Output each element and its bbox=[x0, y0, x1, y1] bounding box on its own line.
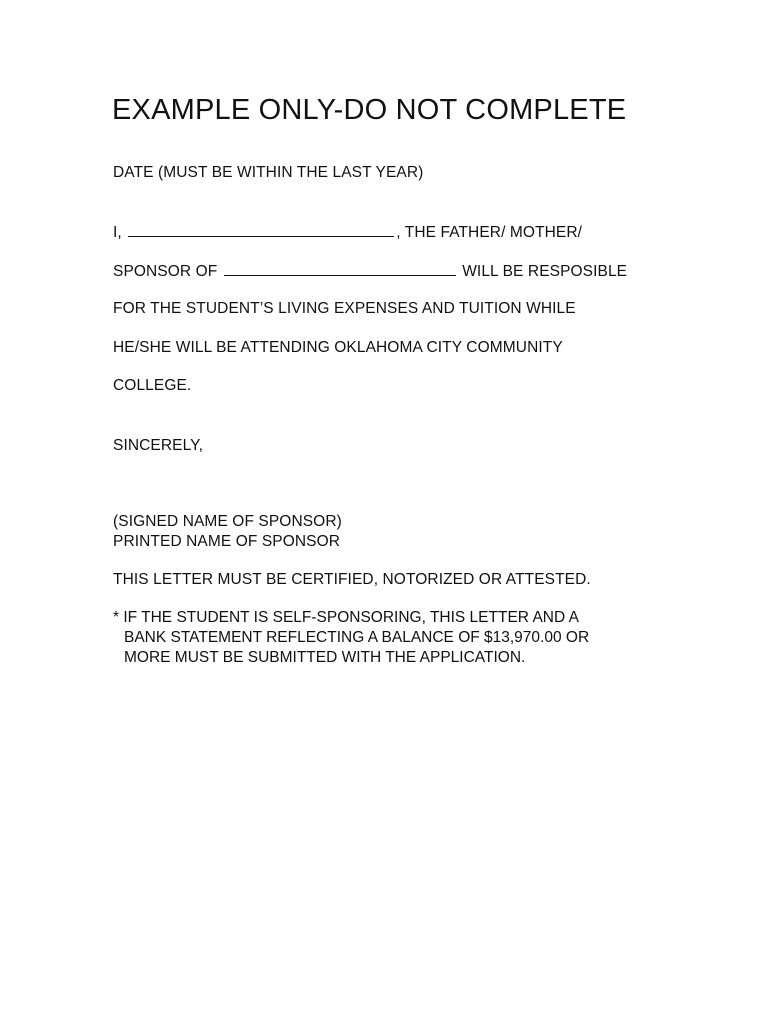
sponsor-name-blank bbox=[128, 223, 394, 237]
line1-prefix: I, bbox=[113, 224, 122, 241]
signed-name-label: (SIGNED NAME OF SPONSOR) bbox=[113, 513, 342, 530]
date-line: DATE (MUST BE WITHIN THE LAST YEAR) bbox=[113, 164, 424, 181]
footnote-line-1: * IF THE STUDENT IS SELF-SPONSORING, THIS LETTER AND A bbox=[113, 609, 579, 626]
certify-note: THIS LETTER MUST BE CERTIFIED, NOTORIZED OR ATTESTED. bbox=[113, 571, 591, 588]
footnote-line-3: MORE MUST BE SUBMITTED WITH THE APPLICATION. bbox=[124, 649, 526, 666]
closing: SINCERELY, bbox=[113, 437, 204, 454]
body-line-4: HE/SHE WILL BE ATTENDING OKLAHOMA CITY COMMUNITY bbox=[113, 339, 563, 356]
body-line-5: COLLEGE. bbox=[113, 377, 192, 394]
student-name-line bbox=[113, 262, 627, 281]
body-line-3: FOR THE STUDENT’S LIVING EXPENSES AND TUITION WHILE bbox=[113, 300, 576, 317]
footnote-line-2: BANK STATEMENT REFLECTING A BALANCE OF $13,970.00 OR bbox=[124, 629, 590, 646]
line2-prefix: SPONSOR OF bbox=[113, 263, 218, 280]
sponsor-name-line bbox=[113, 223, 582, 242]
line1-suffix: , THE FATHER/ MOTHER/ bbox=[396, 224, 583, 241]
student-name-blank bbox=[224, 262, 456, 276]
document-title: EXAMPLE ONLY-DO NOT COMPLETE bbox=[112, 94, 627, 126]
printed-name-label: PRINTED NAME OF SPONSOR bbox=[113, 533, 341, 550]
line2-suffix: WILL BE RESPOSIBLE bbox=[462, 263, 628, 280]
